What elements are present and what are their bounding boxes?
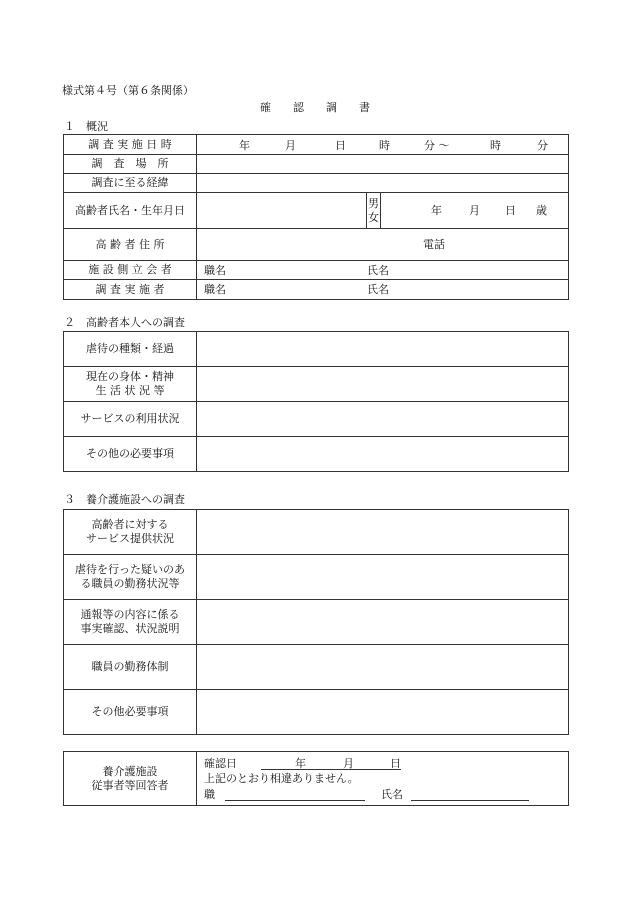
staff-schedule-field[interactable] bbox=[197, 645, 569, 690]
section3-heading: ３ 養介護施設への調査 bbox=[64, 493, 185, 506]
facility-survey-row bbox=[64, 645, 569, 690]
name-line[interactable] bbox=[411, 800, 529, 801]
section1-heading: １ 概況 bbox=[64, 120, 108, 133]
confirm-day-unit: 日 bbox=[390, 757, 401, 770]
date-month-unit: 月 bbox=[285, 139, 296, 152]
respondent-label: 養介護施設 従事者等回答者 bbox=[64, 752, 197, 806]
confirm-date-line[interactable] bbox=[261, 769, 401, 770]
fact-check-label: 通報等の内容に係る 事実確認、状況説明 bbox=[64, 600, 197, 645]
elder-name-field[interactable] bbox=[197, 193, 367, 229]
elder-survey-row bbox=[64, 332, 569, 367]
post-line[interactable] bbox=[225, 800, 365, 801]
current-condition-label: 現在の身体・精神 生 活 状 況 等 bbox=[64, 367, 197, 402]
facility-survey-row bbox=[64, 690, 569, 735]
circumstance-row bbox=[64, 174, 569, 193]
other-items-field[interactable] bbox=[197, 437, 569, 472]
examiner-row bbox=[64, 280, 569, 300]
form-number: 様式第４号（第６条関係） bbox=[62, 84, 194, 97]
elder-survey-row bbox=[64, 402, 569, 437]
confirm-date-label: 確認日 bbox=[204, 757, 237, 770]
date-day-unit: 日 bbox=[335, 139, 346, 152]
sex-field[interactable] bbox=[367, 193, 381, 229]
other-necessary-label: その他必要事項 bbox=[64, 690, 197, 735]
other-necessary-field[interactable] bbox=[197, 690, 569, 735]
sex-female: 女 bbox=[368, 210, 379, 224]
confirm-statement: 上記のとおり相違ありません。 bbox=[204, 772, 359, 785]
date-field[interactable] bbox=[197, 135, 569, 155]
phone-label: 電話 bbox=[423, 238, 445, 251]
place-row bbox=[64, 155, 569, 174]
date-hour-unit: 時 bbox=[379, 139, 390, 152]
place-field[interactable] bbox=[197, 155, 569, 174]
circumstance-label: 調査に至る経緯 bbox=[64, 174, 197, 193]
service-provision-field[interactable] bbox=[197, 510, 569, 555]
witness-field[interactable] bbox=[197, 261, 569, 280]
address-label: 高 齢 者 住 所 bbox=[64, 229, 197, 261]
date-row bbox=[64, 135, 569, 155]
confirm-month-unit: 月 bbox=[343, 757, 354, 770]
circumstance-field[interactable] bbox=[197, 174, 569, 193]
witness-row bbox=[64, 261, 569, 280]
birth-date-field[interactable] bbox=[381, 193, 569, 229]
witness-post-label: 職名 bbox=[204, 264, 226, 277]
date-hour2-unit: 時 bbox=[490, 139, 501, 152]
examiner-name-label: 氏名 bbox=[367, 283, 389, 296]
service-usage-field[interactable] bbox=[197, 402, 569, 437]
confirm-year-unit: 年 bbox=[295, 757, 306, 770]
examiner-label: 調 査 実 施 者 bbox=[64, 280, 197, 300]
current-condition-field[interactable] bbox=[197, 367, 569, 402]
date-minute-range: 分 〜 bbox=[424, 139, 450, 152]
address-field[interactable] bbox=[197, 229, 569, 261]
elder-survey-row bbox=[64, 367, 569, 402]
respondent-table bbox=[63, 751, 569, 806]
birth-age-unit: 歳 bbox=[536, 204, 547, 217]
suspect-staff-field[interactable] bbox=[197, 555, 569, 600]
other-items-label: その他の必要事項 bbox=[64, 437, 197, 472]
facility-survey-row bbox=[64, 600, 569, 645]
examiner-field[interactable] bbox=[197, 280, 569, 300]
facility-survey-row bbox=[64, 510, 569, 555]
elder-label: 高齢者氏名・生年月日 bbox=[64, 193, 197, 229]
facility-survey-row bbox=[64, 555, 569, 600]
birth-month-unit: 月 bbox=[469, 204, 480, 217]
facility-survey-table bbox=[63, 509, 569, 735]
birth-year-unit: 年 bbox=[431, 204, 442, 217]
witness-label: 施 設 側 立 会 者 bbox=[64, 261, 197, 280]
service-provision-label: 高齢者に対する サービス提供状況 bbox=[64, 510, 197, 555]
staff-schedule-label: 職員の勤務体制 bbox=[64, 645, 197, 690]
birth-day-unit: 日 bbox=[505, 204, 516, 217]
date-label: 調 査 実 施 日 時 bbox=[64, 135, 197, 155]
post-label: 職 bbox=[204, 788, 215, 801]
elder-row bbox=[64, 193, 569, 229]
suspect-staff-label: 虐待を行った疑いのあ る職員の勤務状況等 bbox=[64, 555, 197, 600]
abuse-type-label: 虐待の種類・経過 bbox=[64, 332, 197, 367]
elder-survey-row bbox=[64, 437, 569, 472]
service-usage-label: サービスの利用状況 bbox=[64, 402, 197, 437]
witness-name-label: 氏名 bbox=[367, 264, 389, 277]
respondent-row bbox=[64, 752, 569, 806]
place-label: 調 査 場 所 bbox=[64, 155, 197, 174]
section2-heading: ２ 高齢者本人への調査 bbox=[64, 316, 185, 329]
sex-male: 男 bbox=[368, 196, 379, 210]
elder-survey-table bbox=[63, 331, 569, 472]
date-year-unit: 年 bbox=[239, 139, 250, 152]
name-label: 氏名 bbox=[381, 788, 403, 801]
overview-table bbox=[63, 134, 569, 300]
abuse-type-field[interactable] bbox=[197, 332, 569, 367]
fact-check-field[interactable] bbox=[197, 600, 569, 645]
date-minute2-unit: 分 bbox=[537, 139, 548, 152]
respondent-field[interactable] bbox=[197, 752, 569, 806]
address-row bbox=[64, 229, 569, 261]
document-title: 確 認 調 書 bbox=[260, 101, 370, 114]
examiner-post-label: 職名 bbox=[204, 283, 226, 296]
